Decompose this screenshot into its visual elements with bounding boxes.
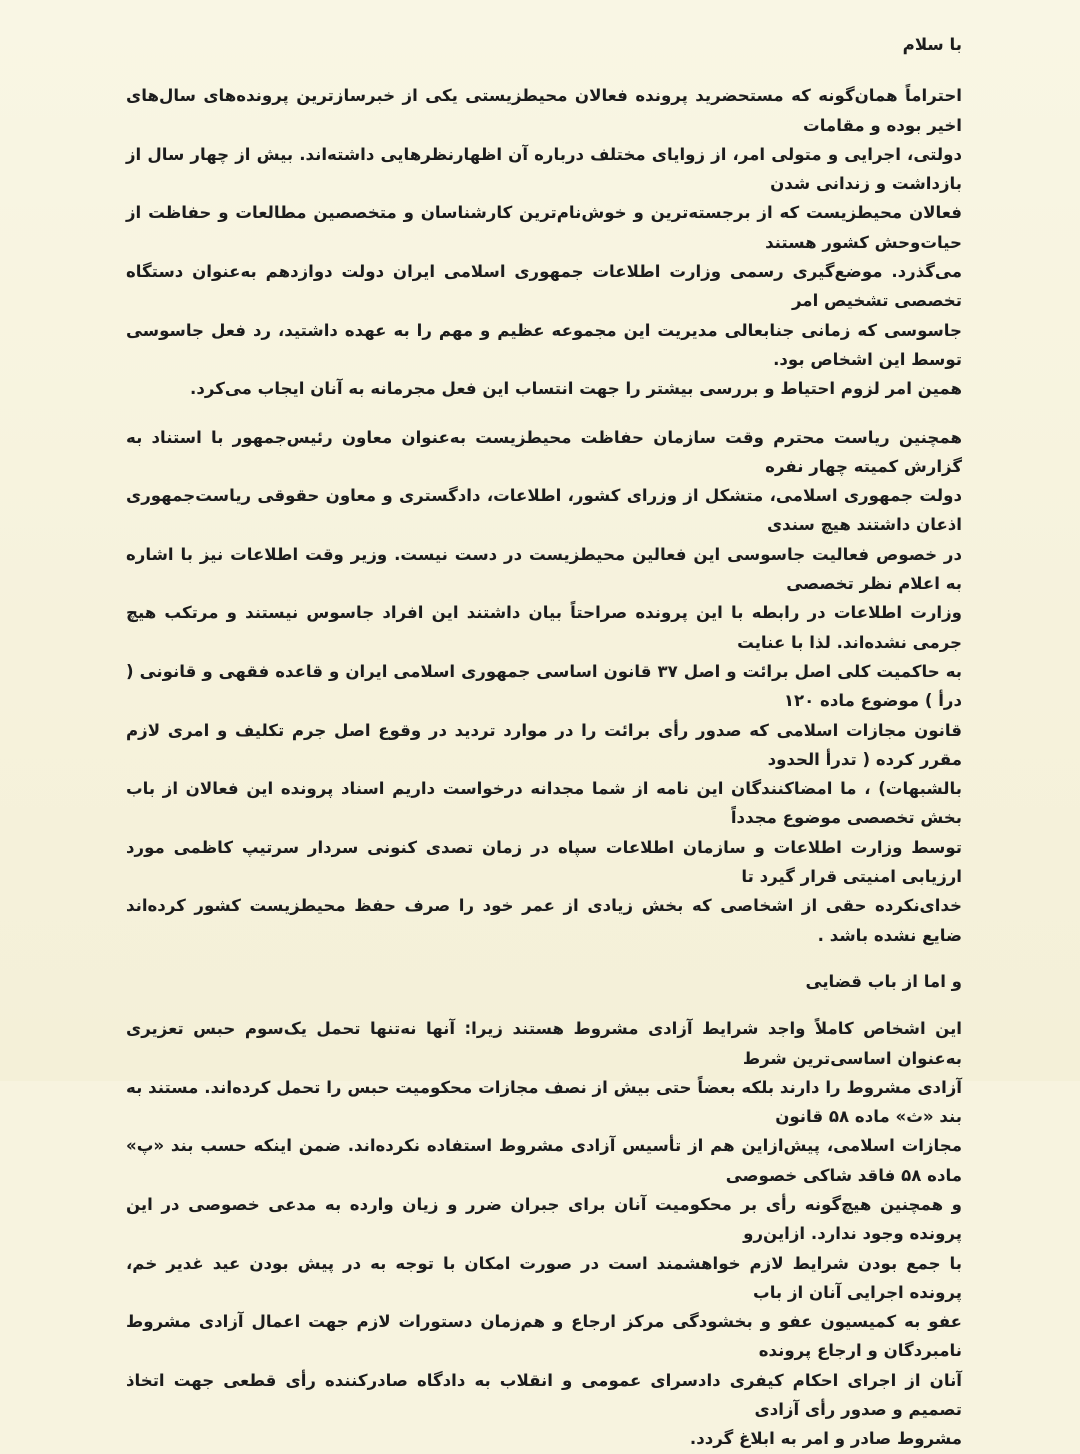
subheading: و اما از باب قضایی bbox=[805, 971, 962, 991]
paragraph-line: فعالان محیطزیست که از برجسته‌ترین و خوش‌نام‌ترین کارشناسان و متخصصین مطالعات و حفاظت از حیات‌وحش کشور هستند bbox=[126, 203, 962, 252]
paragraph-line: این اشخاص کاملاً واجد شرایط آزادی مشروط هستند زیرا: آنها نه‌تنها تحمل یک‌سوم حبس تعزیری به‌عنوان اساسی‌ترین شرط bbox=[126, 1019, 962, 1068]
paragraph-line: احتراماً همان‌گونه که مستحضرید پرونده فعالان محیطزیستی یکی از خبرسازترین پرونده‌های سال‌های اخیر بوده و مقامات bbox=[126, 86, 962, 135]
paragraph-line: در خصوص فعالیت جاسوسی این فعالین محیطزیست در دست نیست. وزیر وقت اطلاعات نیز با اشاره به اعلام نظر تخصصی bbox=[126, 544, 962, 594]
paragraph-line: با جمع بودن شرایط لازم خواهشمند است در صورت امکان با توجه به در پیش بودن عید غدیر خم، پرونده اجرایی آنان از باب bbox=[126, 1253, 962, 1302]
paragraph-line: قانون مجازات اسلامی که صدور رأی برائت را در موارد تردید در وقوع اصل جرم تکلیف و امری لازم مقرر کرده ( تدرأ الحدود bbox=[126, 720, 962, 769]
paragraph-line: بالشبهات) ، ما امضاکنندگان این نامه از شما مجدانه درخواست داریم اسناد پرونده این فعالان از باب بخش تخصصی موضوع مجدداً bbox=[126, 779, 962, 828]
paragraph-line: همچنین ریاست محترم وقت سازمان حفاظت محیطزیست به‌عنوان معاون رئیس‌جمهور با استناد به گزارش کمیته چهار نفره bbox=[126, 427, 962, 476]
paragraph-line: دولتی، اجرایی و متولی امر، از زوایای مختلف درباره آن اظهارنظرهایی داشته‌اند. بیش از چهار سال از بازداشت و زندانی شدن bbox=[126, 144, 962, 194]
paragraph-line: مجازات اسلامی، پیش‌ازاین هم از تأسیس آزادی مشروط استفاده نکرده‌اند. ضمن اینکه حسب بند «پ» ماده ۵۸ فاقد شاکی خصوصی bbox=[126, 1136, 962, 1185]
paragraph-line: دولت جمهوری اسلامی، متشکل از وزرای کشور، اطلاعات، دادگستری و معاون حقوقی ریاست‌جمهوری اذعان داشتند هیچ سندی bbox=[126, 486, 962, 535]
paragraph-line: می‌گذرد. موضع‌گیری رسمی وزارت اطلاعات جمهوری اسلامی ایران دولت دوازدهم به‌عنوان دستگاه تخصصی تشخیص امر bbox=[126, 262, 962, 311]
paragraph-line: همین امر لزوم احتیاط و بررسی بیشتر را جهت انتساب این فعل مجرمانه به آنان ایجاب می‌کرد. bbox=[190, 379, 962, 399]
paragraph-2 bbox=[126, 423, 962, 950]
paragraph-3 bbox=[126, 1014, 962, 1453]
paragraph-line: وزارت اطلاعات در رابطه با این پرونده صراحتاً بیان داشتند این افراد جاسوس نیستند و مرتکب هیچ جرمی نشده‌اند. لذا با عنایت bbox=[126, 603, 962, 652]
greeting: با سلام bbox=[902, 35, 962, 54]
paragraph-line: توسط وزارت اطلاعات و سازمان اطلاعات سپاه در زمان تصدی کنونی سردار سرتیپ کاظمی مورد ارزیابی امنیتی قرار گیرد تا bbox=[126, 837, 962, 887]
paragraph-line: جاسوسی که زمانی جنابعالی مدیریت این مجموعه عظیم و مهم را به عهده داشتید، رد فعل جاسوسی توسط این اشخاص بود. bbox=[126, 320, 962, 369]
paragraph-line: آنان از اجرای احکام کیفری دادسرای عمومی و انقلاب به دادگاه صادرکننده رأی قطعی جهت اتخاذ تصمیم و صدور رأی آزادی bbox=[126, 1370, 962, 1420]
paragraph-line: به حاکمیت کلی اصل برائت و اصل ۳۷ قانون اساسی جمهوری اسلامی ایران و قاعده فقهی و قانونی ( درأ ) موضوع ماده ۱۲۰ bbox=[126, 661, 962, 711]
paragraph-line: آزادی مشروط را دارند بلکه بعضاً حتی بیش از نصف مجازات محکومیت حبس را تحمل کرده‌اند. مستند به بند «ث» ماده ۵۸ قانون bbox=[126, 1077, 962, 1127]
paragraph-line: مشروط صادر و امر به ابلاغ گردد. bbox=[689, 1429, 962, 1449]
paragraph-line: عفو به کمیسیون عفو و بخشودگی مرکز ارجاع و هم‌زمان دستورات لازم جهت اعمال آزادی مشروط نامبردگان و ارجاع پرونده bbox=[126, 1312, 962, 1361]
paragraph-1 bbox=[126, 81, 962, 403]
paragraph-line: و همچنین هیچ‌گونه رأی بر محکومیت آنان برای جبران ضرر و زیان وارده به مدعی خصوصی در این پرونده وجود ندارد. ازاین‌رو bbox=[126, 1194, 962, 1244]
paragraph-line: خدای‌نکرده حقی از اشخاصی که بخش زیادی از عمر خود را صرف حفظ محیطزیست کشور کرده‌اند ضایع نشده باشد . bbox=[126, 896, 962, 945]
